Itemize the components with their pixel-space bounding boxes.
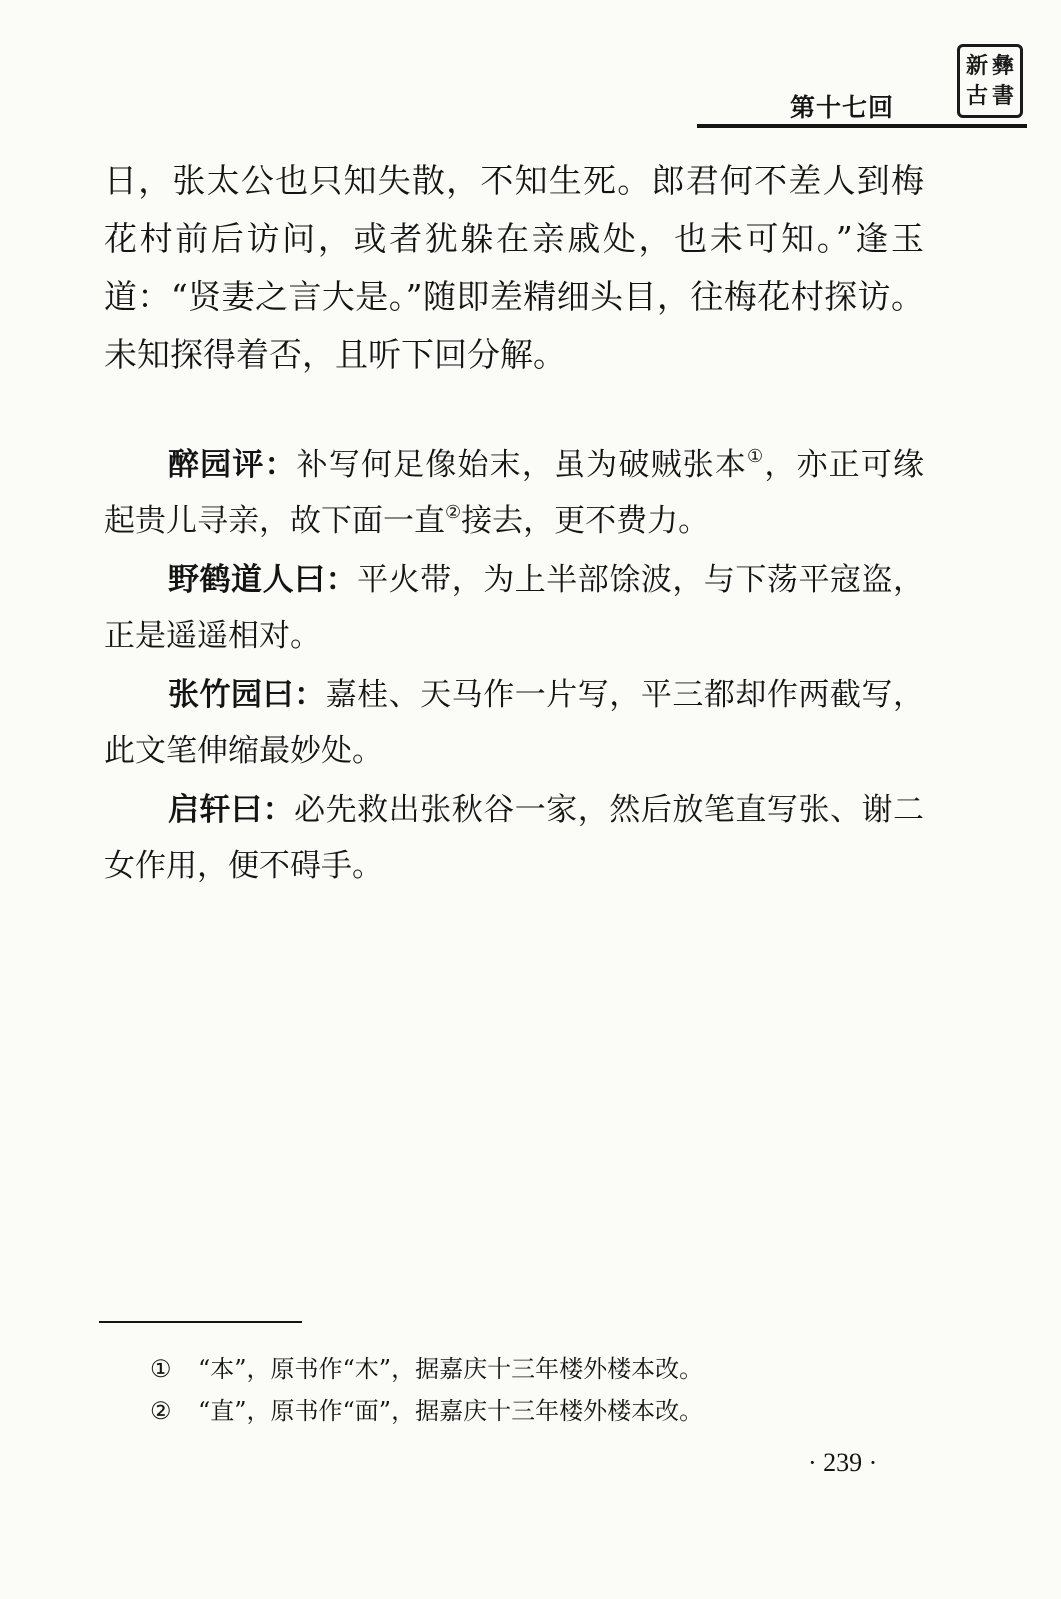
seal-glyph: 古 [965,83,988,109]
header-rule [697,124,1027,128]
footnote-rule [99,1321,302,1323]
comment-paragraph [104,437,924,549]
main-text [104,152,924,384]
comment-text: 接去，更不费力。 [461,503,710,539]
comment-text: 必先救出张秋谷一家，然后放笔直写张、谢二女作用，便不碍手。 [104,792,925,884]
comment-text: ，亦正可缘起贵儿寻亲，故下面一直 [104,447,925,539]
comment-text: 补写何足像始末，虽为破贼张本 [296,447,748,483]
seal-glyph: 新 [965,53,988,79]
main-paragraph: 日，张太公也只知失散，不知生死。郎君何不差人到梅花村前后访问，或者犹躲在亲戚处，也未可知。”逢玉道：“贤妻之言大是。”随即差精细头目，往梅花村探访。未知探得着否，且听下回分解。 [104,161,924,374]
seal-glyph: 彝 [991,53,1014,79]
commentator-label: 张竹园曰： [168,677,326,713]
commentator-label: 野鹤道人曰： [168,562,358,598]
footnote-ref[interactable]: ① [747,446,765,467]
commentator-label: 启轩曰： [168,792,295,828]
footnote-item [150,1390,910,1432]
comment-text: 嘉桂、天马作一片写，平三都却作两截写，此文笔伸缩最妙处。 [104,677,924,769]
comment-paragraph [104,667,924,779]
chapter-title: 第十七回 [790,93,895,122]
comment-text: 平火带，为上半部馀波，与下荡平寇盗，正是遥遥相对。 [104,562,925,654]
footnote-item [150,1348,910,1390]
footnote-text: “本”，原书作“木”，据嘉庆十三年楼外楼本改。 [198,1355,704,1383]
footnote-mark: ② [150,1397,172,1425]
seal-glyph: 書 [991,83,1014,109]
footnote-mark: ① [150,1355,172,1383]
footnotes [150,1348,910,1432]
page-number: · 239 · [808,1448,878,1477]
publisher-seal-logo [957,44,1023,118]
commentator-label: 醉园评： [168,447,297,483]
commentary-section [104,437,924,897]
comment-paragraph [104,782,924,894]
footnote-ref[interactable]: ② [445,502,462,523]
footnote-text: “直”，原书作“面”，据嘉庆十三年楼外楼本改。 [198,1397,704,1425]
comment-paragraph [104,552,924,664]
